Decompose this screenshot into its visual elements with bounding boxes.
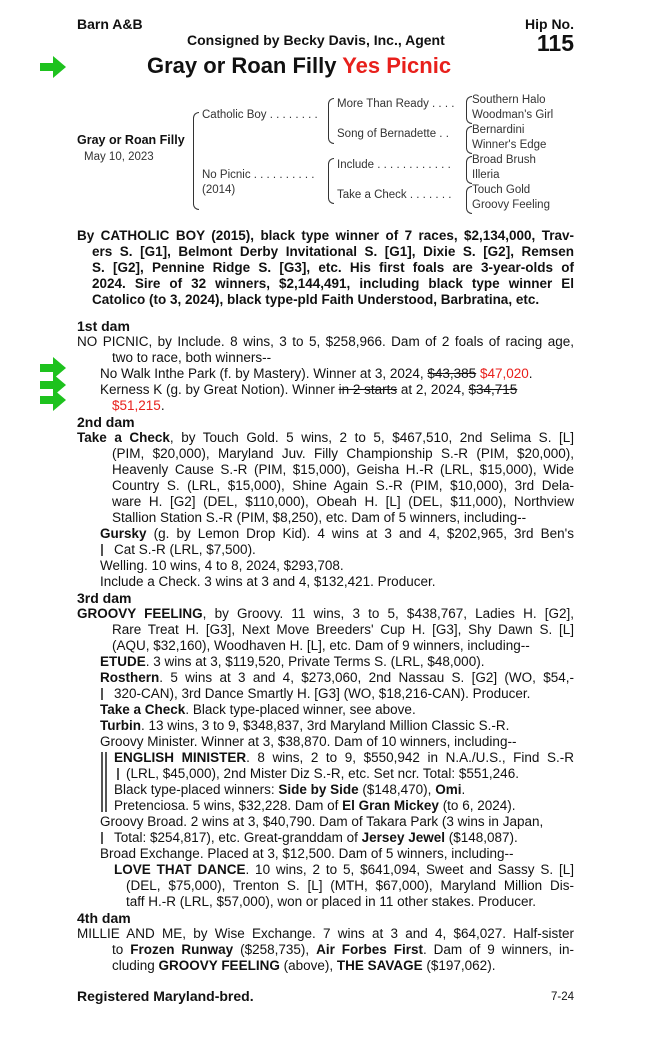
produce-record: No Walk Inthe Park (f. by Mastery). Winner at 3, 2024, $43,385 $47,020. <box>100 366 533 381</box>
pedigree-sd: Song of Bernadette . . <box>337 128 449 140</box>
second-dam-heading: 2nd dam <box>77 414 135 430</box>
produce-record-cont: $51,215. <box>112 398 165 413</box>
registration-note: Registered Maryland-bred. <box>77 988 254 1004</box>
produce-record: Welling. 10 wins, 4 to 8, 2024, $293,708. <box>100 558 344 573</box>
produce-record: Black type-placed winners: Side by Side ($148,470), Omi. <box>114 782 466 797</box>
produce-record: ETUDE. 3 wins at 3, $119,520, Private Terms S. (LRL, $48,000). <box>100 654 485 669</box>
pedigree-dam: No Picnic . . . . . . . . . . <box>202 169 315 181</box>
second-dam-line: Country S. (LRL, $15,000), Shine Again S.-R (PIM, $10,000), 3rd Dela- <box>112 478 574 493</box>
first-dam-line: NO PICNIC, by Include. 8 wins, 3 to 5, $258,966. Dam of 2 foals of racing age, <box>77 334 574 349</box>
hip-number: 115 <box>536 30 574 56</box>
fourth-dam-line: MILLIE AND ME, by Wise Exchange. 7 wins at 3 and 4, $64,027. Half-sister <box>77 926 574 941</box>
produce-record: Rosthern. 5 wins at 3 and 4, $273,060, 2nd Nassau S. [G2] (WO, $54,- <box>100 670 574 685</box>
third-dam-line: Rare Treat H. [G3], Next Move Breeders' Cup H. [G3], Shy Dawn S. [L] <box>112 622 574 637</box>
third-dam-line: GROOVY FEELING, by Groovy. 11 wins, 3 to 5, $438,767, Ladies H. [G2], <box>77 606 574 621</box>
produce-record-cont: Cat S.-R (LRL, $7,500). <box>114 542 256 557</box>
third-dam-heading: 3rd dam <box>77 590 132 606</box>
first-dam-heading: 1st dam <box>77 318 130 334</box>
pedigree-dsd: Illeria <box>472 169 500 181</box>
sire-line: S. [G2], Pennine Ridge S. [G3], etc. His first foals are 3-year-olds of <box>92 260 574 275</box>
barn-label: Barn A&B <box>77 16 143 32</box>
second-dam-line: Take a Check, by Touch Gold. 5 wins, 2 to 5, $467,510, 2nd Selima S. [L] <box>77 430 574 445</box>
pedigree-subject: Gray or Roan Filly <box>77 133 185 147</box>
arrow-right-icon <box>40 389 66 411</box>
produce-record: LOVE THAT DANCE. 10 wins, 2 to 5, $641,094, Sweet and Sassy S. [L] <box>114 862 575 877</box>
fourth-dam-line: to Frozen Runway ($258,735), Air Forbes First. Dam of 9 winners, in- <box>112 942 574 957</box>
sire-line: 2024. Sire of 32 winners, $2,144,491, including black type winner El <box>92 276 574 291</box>
hip-label: Hip No. <box>525 16 574 32</box>
second-dam-line: Heavenly Cause S.-R (PIM, $15,000), Geisha H.-R (LRL, $15,000), Wide <box>112 462 574 477</box>
pedigree-dd: Take a Check . . . . . . . <box>337 189 452 201</box>
produce-record-cont: Total: $254,817), etc. Great-granddam of Jersey Jewel ($148,087). <box>114 830 518 845</box>
sire-line: By CATHOLIC BOY (2015), black type winner of 7 races, $2,134,000, Trav- <box>77 228 574 243</box>
pedigree-ds: Include . . . . . . . . . . . . <box>337 159 451 171</box>
produce-record: Groovy Minister. Winner at 3, $38,870. Dam of 10 winners, including-- <box>100 734 517 749</box>
produce-record: Turbin. 13 wins, 3 to 9, $348,837, 3rd Maryland Million Classic S.-R. <box>100 718 510 733</box>
first-dam-line: two to race, both winners-- <box>112 350 272 365</box>
pedigree-sdd: Winner's Edge <box>472 139 547 151</box>
produce-record: Groovy Broad. 2 wins at 3, $40,790. Dam of Takara Park (3 wins in Japan, <box>100 814 544 829</box>
produce-record: Include a Check. 3 wins at 3 and 4, $132,421. Producer. <box>100 574 436 589</box>
second-dam-line: (PIM, $20,000), Maryland Juv. Filly Championship S.-R (PIM, $20,000), <box>112 446 574 461</box>
fourth-dam-heading: 4th dam <box>77 910 131 926</box>
horse-name: Yes Picnic <box>342 53 452 78</box>
pedigree-ss: More Than Ready . . . . <box>337 98 455 110</box>
pedigree-ddd: Groovy Feeling <box>472 199 550 211</box>
pedigree-sds: Bernardini <box>472 124 525 136</box>
horse-description: Gray or Roan Filly <box>147 53 337 78</box>
produce-record: Take a Check. Black type-placed winner, see above. <box>100 702 416 717</box>
pedigree-sire: Catholic Boy . . . . . . . . <box>202 109 318 121</box>
produce-record-cont: 320-CAN), 3rd Dance Smartly H. [G3] (WO, $18,216-CAN). Producer. <box>114 686 531 701</box>
consignor: Consigned by Becky Davis, Inc., Agent <box>187 32 445 48</box>
pedigree-dss: Broad Brush <box>472 154 536 166</box>
fourth-dam-line: cluding GROOVY FEELING (above), THE SAVAGE ($197,062). <box>112 958 496 973</box>
produce-record: Gursky (g. by Lemon Drop Kid). 4 wins at 3 and 4, $202,965, 3rd Ben's <box>100 526 574 541</box>
produce-record-cont: (DEL, $75,000), Trenton S. [L] (MTH, $67,000), Maryland Million Dis- <box>126 878 574 893</box>
produce-record: Broad Exchange. Placed at 3, $12,500. Dam of 5 winners, including-- <box>100 846 514 861</box>
produce-record: Kerness K (g. by Great Notion). Winner in 2 starts at 2, 2024, $34,715 <box>100 382 518 397</box>
sire-line: ers S. [G1], Belmont Derby Invitational S. [G1], Dixie S. [G2], Remsen <box>92 244 574 259</box>
horse-title <box>147 53 451 79</box>
produce-record-cont: (LRL, $45,000), 2nd Mister Diz S.-R, etc. Set ncr. Total: $551,246. <box>126 766 519 781</box>
produce-record-cont: taff H.-R (LRL, $57,000), won or placed in 11 other stakes. Producer. <box>126 894 536 909</box>
arrow-right-icon <box>40 56 66 78</box>
produce-record: Pretenciosa. 5 wins, $32,228. Dam of El Gran Mickey (to 6, 2024). <box>114 798 516 813</box>
second-dam-line: Stallion Station S.-R (PIM, $8,250), etc. Dam of 5 winners, including-- <box>112 510 527 525</box>
pedigree-dam-year: (2014) <box>202 184 236 196</box>
pedigree-foaled: May 10, 2023 <box>84 151 154 163</box>
produce-record: ENGLISH MINISTER. 8 wins, 2 to 9, $550,942 in N.A./U.S., Find S.-R <box>114 750 574 765</box>
page-code: 7-24 <box>550 991 574 1003</box>
pedigree-sss: Southern Halo <box>472 94 546 106</box>
second-dam-line: ware H. [G2] (DEL, $110,000), Obeah H. [L] (DEL, $11,000), Northview <box>112 494 574 509</box>
sire-line: Catolico (to 3, 2024), black type-pld Faith Understood, Barbratina, etc. <box>92 292 540 307</box>
third-dam-line: (AQU, $32,160), Woodhaven H. [L], etc. Dam of 9 winners, including-- <box>112 638 530 653</box>
pedigree-ssd: Woodman's Girl <box>472 109 554 121</box>
pedigree-dds: Touch Gold <box>472 184 531 196</box>
